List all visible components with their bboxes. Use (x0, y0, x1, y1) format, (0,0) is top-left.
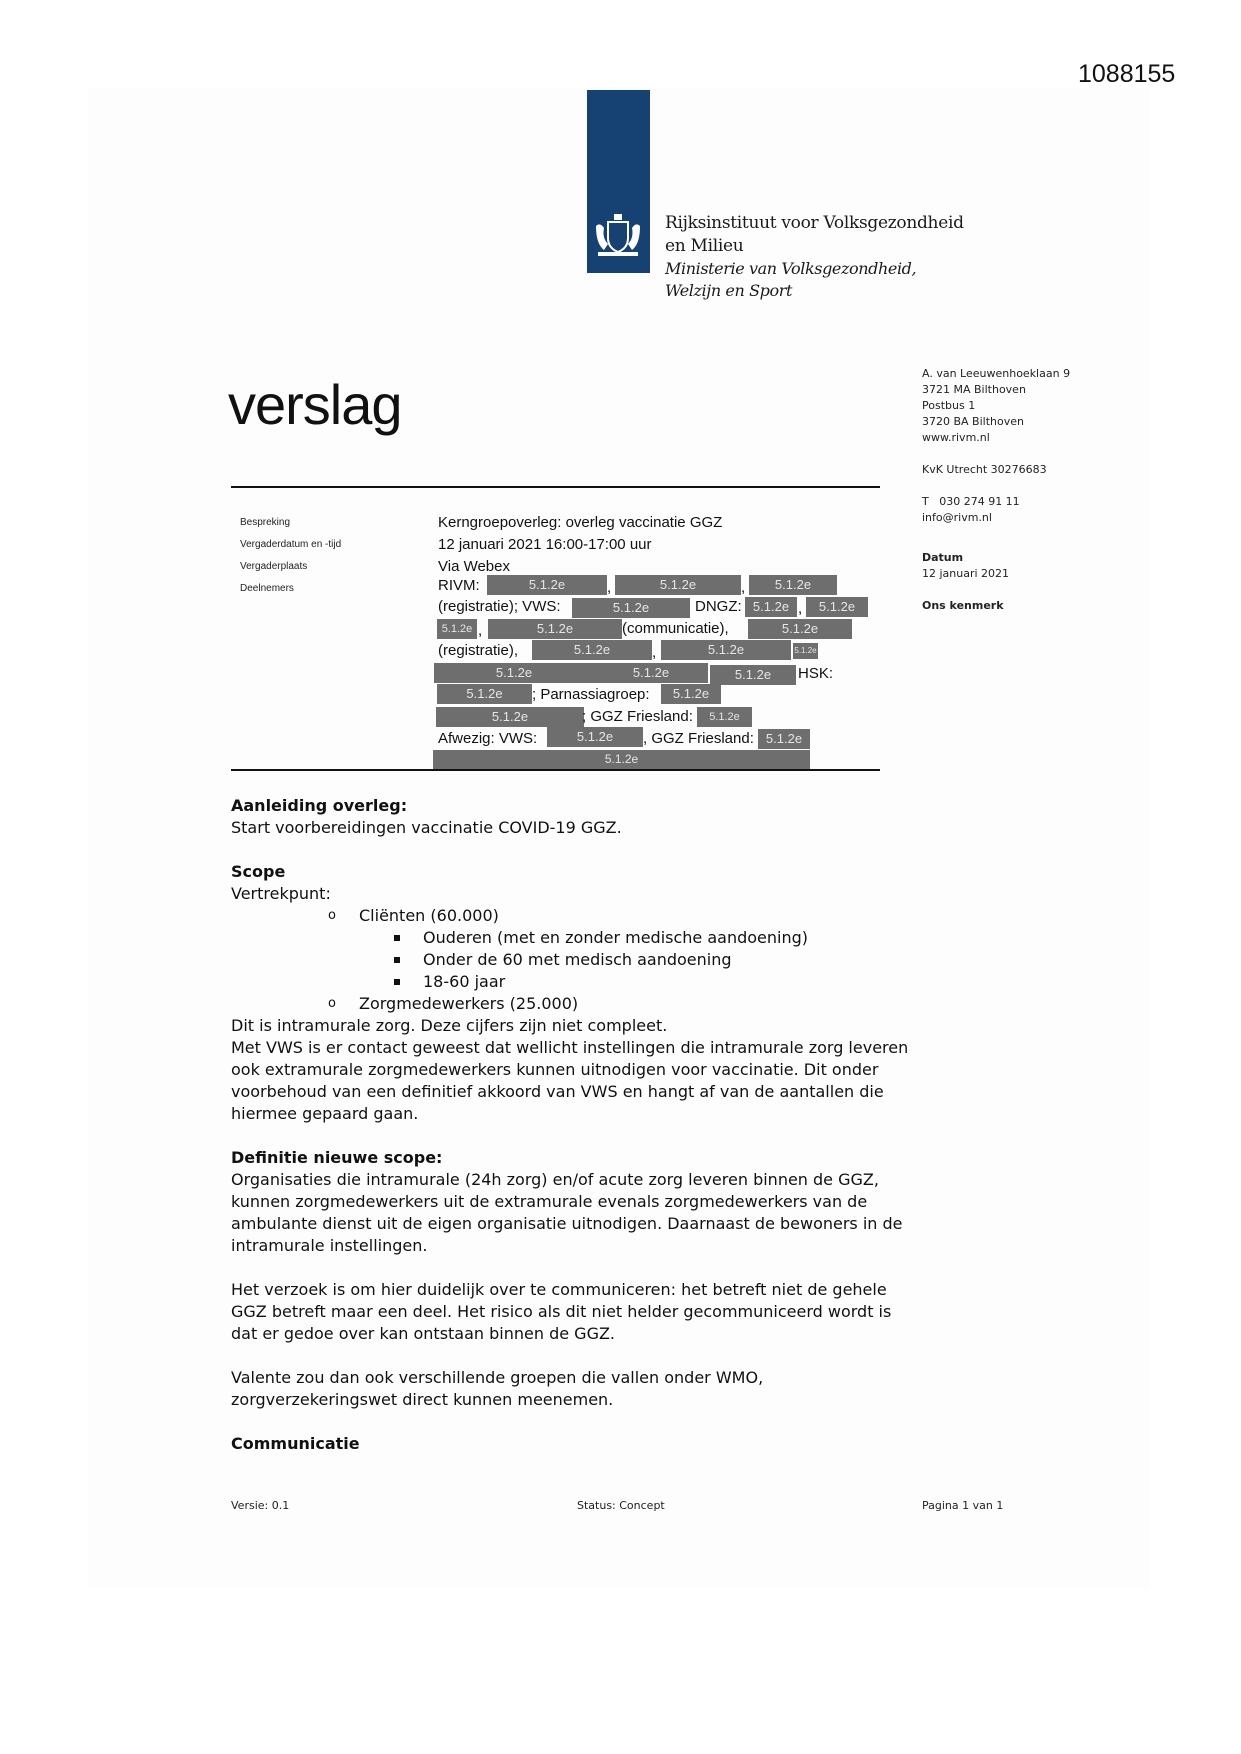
redaction-box: 5.1.2e (749, 575, 837, 595)
definitie-heading: Definitie nieuwe scope: (231, 1148, 443, 1167)
redaction-box: 5.1.2e (487, 575, 607, 595)
footer-versie: Versie: 0.1 (231, 1499, 290, 1512)
redaction-box: 5.1.2e (433, 750, 810, 769)
ministry-line-1: Ministerie van Volksgezondheid, (665, 259, 917, 278)
scope-paragraph-2: Met VWS is er contact geweest dat wellicht instellingen die intramurale zorg leveren ook extramurale zorgmedewerkers kunnen uitnodigen voor vaccinatie. Dit onder voorbehoud van een definitief akkoord van VWS en hangt af van de aantallen die hiermee gepaard gaan. (231, 1038, 909, 1123)
redaction-box: 5.1.2e (532, 640, 652, 660)
redaction-box: 5.1.2e (806, 597, 868, 617)
redaction-box: 5.1.2e (661, 684, 721, 704)
list-item: 18-60 jaar (231, 971, 911, 993)
label-bespreking: Bespreking (240, 517, 291, 528)
participant-text: DNGZ: (695, 598, 742, 615)
divider-top (231, 486, 880, 488)
redaction-box: 5.1.2e (436, 707, 584, 727)
redaction-box: 5.1.2e (615, 575, 741, 595)
footer-pagina: Pagina 1 van 1 (922, 1499, 1004, 1512)
redaction-box: 5.1.2e (437, 619, 477, 639)
phone-number: T 030 274 91 11 (922, 495, 1020, 508)
redaction-box: 5.1.2e (697, 707, 752, 727)
redaction-box: 5.1.2e (758, 729, 810, 749)
redaction-box: 5.1.2e (594, 663, 708, 683)
address-line: 3720 BA Bilthoven (922, 415, 1024, 428)
redaction-box: 5.1.2e (434, 663, 594, 683)
report-body (231, 795, 911, 1455)
redaction-box: 5.1.2e (710, 665, 796, 685)
kvk-number: KvK Utrecht 30276683 (922, 463, 1047, 476)
aanleiding-text: Start voorbereidingen vaccinatie COVID-19 GGZ. (231, 818, 622, 837)
participant-text: (communicatie), (622, 620, 729, 637)
website-link[interactable]: www.rivm.nl (922, 431, 990, 444)
value-bespreking: Kerngroepoverleg: overleg vaccinatie GGZ (438, 514, 723, 531)
participant-text: ; Parnassiagroep: (532, 686, 650, 703)
valente-text: Valente zou dan ook verschillende groepen die vallen onder WMO, zorgverzekeringswet direct kunnen meenemen. (231, 1368, 764, 1409)
datum-label: Datum (922, 551, 964, 564)
organization-name (665, 212, 964, 302)
meta-values (438, 512, 722, 578)
vertrekpunt-label: Vertrekpunt: (231, 884, 331, 903)
redaction-box: 5.1.2e (748, 619, 852, 639)
kenmerk-label: Ons kenmerk (922, 599, 1004, 612)
org-line-1: Rijksinstituut voor Volksgezondheid (665, 213, 964, 233)
participant-text: , (478, 622, 483, 639)
participant-text: , (607, 579, 612, 596)
email-link[interactable]: info@rivm.nl (922, 511, 992, 524)
document-number: 1088155 (1078, 60, 1176, 88)
redaction-box: 5.1.2e (793, 643, 818, 659)
address-line: Postbus 1 (922, 399, 976, 412)
scope-paragraph-1: Dit is intramurale zorg. Deze cijfers zijn niet compleet. (231, 1016, 668, 1035)
participant-text: Afwezig: VWS: (438, 730, 538, 747)
communicatie-heading: Communicatie (231, 1434, 360, 1453)
participant-text: HSK: (798, 665, 834, 682)
participant-text: RIVM: (438, 577, 480, 594)
verzoek-text: Het verzoek is om hier duidelijk over te communiceren: het betreft niet de gehele GGZ betreft maar een deel. Het risico als dit niet helder gecommuniceerd wordt is dat er gedoe over kan ontstaan binnen de GGZ. (231, 1280, 892, 1343)
scope-heading: Scope (231, 862, 286, 881)
footer-status: Status: Concept (577, 1499, 665, 1512)
participant-text: (registratie), (438, 642, 519, 659)
list-item-zorgmedewerkers: o Zorgmedewerkers (25.000) (231, 993, 911, 1015)
redaction-box: 5.1.2e (547, 727, 643, 747)
aanleiding-heading: Aanleiding overleg: (231, 796, 408, 815)
participant-text: , GGZ Friesland: (643, 730, 754, 747)
participant-text: , (652, 644, 657, 661)
label-vergaderplaats: Vergaderplaats (240, 561, 308, 572)
redaction-box: 5.1.2e (488, 619, 622, 639)
org-line-2: en Milieu (665, 236, 744, 256)
list-item: Onder de 60 met medisch aandoening (231, 949, 911, 971)
datum-value: 12 januari 2021 (922, 567, 1010, 580)
participant-text: ; GGZ Friesland: (582, 708, 693, 725)
sidebar-address (922, 366, 1070, 614)
redaction-box: 5.1.2e (745, 597, 797, 617)
list-item-clienten: o Cliënten (60.000) (231, 905, 911, 927)
label-vergaderdatum: Vergaderdatum en -tijd (240, 539, 342, 550)
address-line: A. van Leeuwenhoeklaan 9 (922, 367, 1071, 380)
ministry-line-2: Welzijn en Sport (665, 281, 792, 300)
value-plaats: Via Webex (438, 558, 510, 575)
definitie-text: Organisaties die intramurale (24h zorg) en/of acute zorg leveren binnen de GGZ, kunnen zorgmedewerkers uit de extramurale evenals zorgmedewerkers van de ambulante dienst uit de eigen organisatie uitnodigen. Daarnaast de bewoners in de intramurale instellingen. (231, 1170, 903, 1255)
list-item: Ouderen (met en zonder medische aandoening) (231, 927, 911, 949)
address-line: 3721 MA Bilthoven (922, 383, 1026, 396)
label-deelnemers: Deelnemers (240, 583, 294, 594)
participant-text: , (798, 600, 803, 617)
crest-icon (590, 212, 646, 260)
meta-labels (240, 512, 341, 600)
participant-text: (registratie); VWS: (438, 598, 561, 615)
participant-text: , (741, 579, 746, 596)
value-datum-tijd: 12 januari 2021 16:00-17:00 uur (438, 536, 652, 553)
document-title: verslag (228, 373, 402, 436)
redaction-box: 5.1.2e (661, 640, 791, 660)
redaction-box: 5.1.2e (572, 598, 690, 618)
divider-bottom (231, 769, 880, 771)
redaction-box: 5.1.2e (437, 684, 532, 704)
